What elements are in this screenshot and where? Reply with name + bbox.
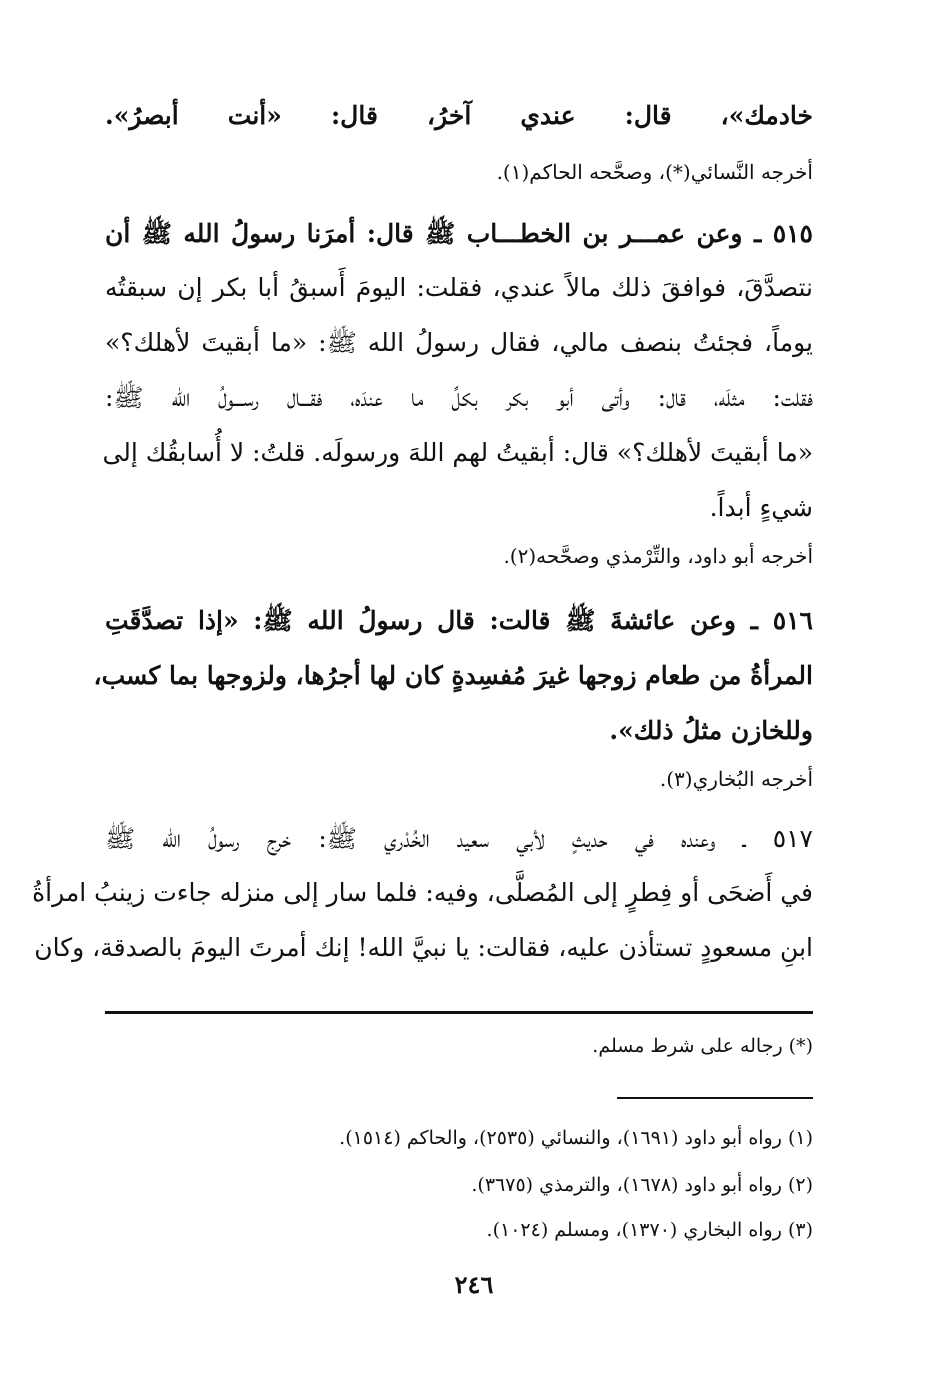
hadith-517-line: في أَضحَى أو فِطرٍ إلى المُصلَّى، وفيه: فلما سار إلى منزله جاءت زينبُ امرأةُ <box>32 878 813 907</box>
source-note: أخرجه أبو داود، والتِّرْمذي وصحَّحه(٢). <box>503 544 813 568</box>
hadith-515-line: «ما أبقيتَ لأهلك؟» قال: أبقيتُ لهم اللهَ ورسولَه. قلتُ: لا أُسابقُك إلى <box>102 438 813 467</box>
hadith-517-line: ٥١٧ ـ وعنده في حديثٍ لأبي سعيد الخُدْري ﷺ: خرج رسولُ الله ﷺ <box>105 824 813 853</box>
text-line: خادمك»، قال: عندي آخرُ، قال: «أنت أبصرُ». <box>105 101 813 130</box>
footnote-divider <box>617 1097 813 1099</box>
source-note: أخرجه البُخاري(٣). <box>659 767 813 791</box>
hadith-516-line: ٥١٦ ـ وعن عائشةَ ﷺ قالت: قال رسولُ الله ﷺ: «إذا تصدَّقَتِ <box>105 606 813 635</box>
star-footnote: (*) رجاله على شرط مسلم. <box>592 1035 813 1057</box>
source-note: أخرجه النَّسائي(*)، وصحَّحه الحاكم(١). <box>496 160 813 184</box>
hadith-515-line: فقلت: مثلَه، قال: وأتى أبو بكر بكلِّ ما عندَه، فقـــال رســـولُ الله ﷺ: <box>105 383 813 412</box>
footnote: (٣) رواه البخاري (١٣٧٠)، ومسلم (١٠٢٤). <box>486 1219 813 1241</box>
hadith-515-line: ٥١٥ ـ وعن عمـــر بن الخطـــاب ﷺ قال: أمرَنا رسولُ الله ﷺ أن <box>105 219 813 248</box>
hadith-515-line: يوماً، فجئتُ بنصف مالي، فقال رسولُ الله ﷺ: «ما أبقيتَ لأهلك؟» <box>105 328 813 357</box>
footnote-separator <box>105 1011 813 1014</box>
hadith-515-line: نتصدَّقَ، فوافقَ ذلك مالاً عندي، فقلت: اليومَ أَسبقُ أبا بكر إن سبقتُه <box>105 273 814 302</box>
footnote: (٢) رواه أبو داود (١٦٧٨)، والترمذي (٣٦٧٥). <box>471 1174 813 1196</box>
hadith-515-line: شيءٍ أبداً. <box>709 493 813 522</box>
hadith-516-line: وللخازن مثلُ ذلك». <box>609 716 813 745</box>
hadith-516-line: المرأةُ من طعام زوجها غيرَ مُفسِدةٍ كان لها أجرُها، ولزوجها بما كسب، <box>93 661 813 690</box>
page-body <box>32 0 814 1379</box>
footnote: (١) رواه أبو داود (١٦٩١)، والنسائي (٢٥٣٥)، والحاكم (١٥١٤). <box>339 1127 813 1149</box>
page-number: ٢٤٦ <box>454 1270 494 1299</box>
hadith-517-line: ابنِ مسعودٍ تستأذن عليه، فقالت: يا نبيَّ الله! إنك أمرتَ اليومَ بالصدقة، وكان <box>34 933 813 962</box>
